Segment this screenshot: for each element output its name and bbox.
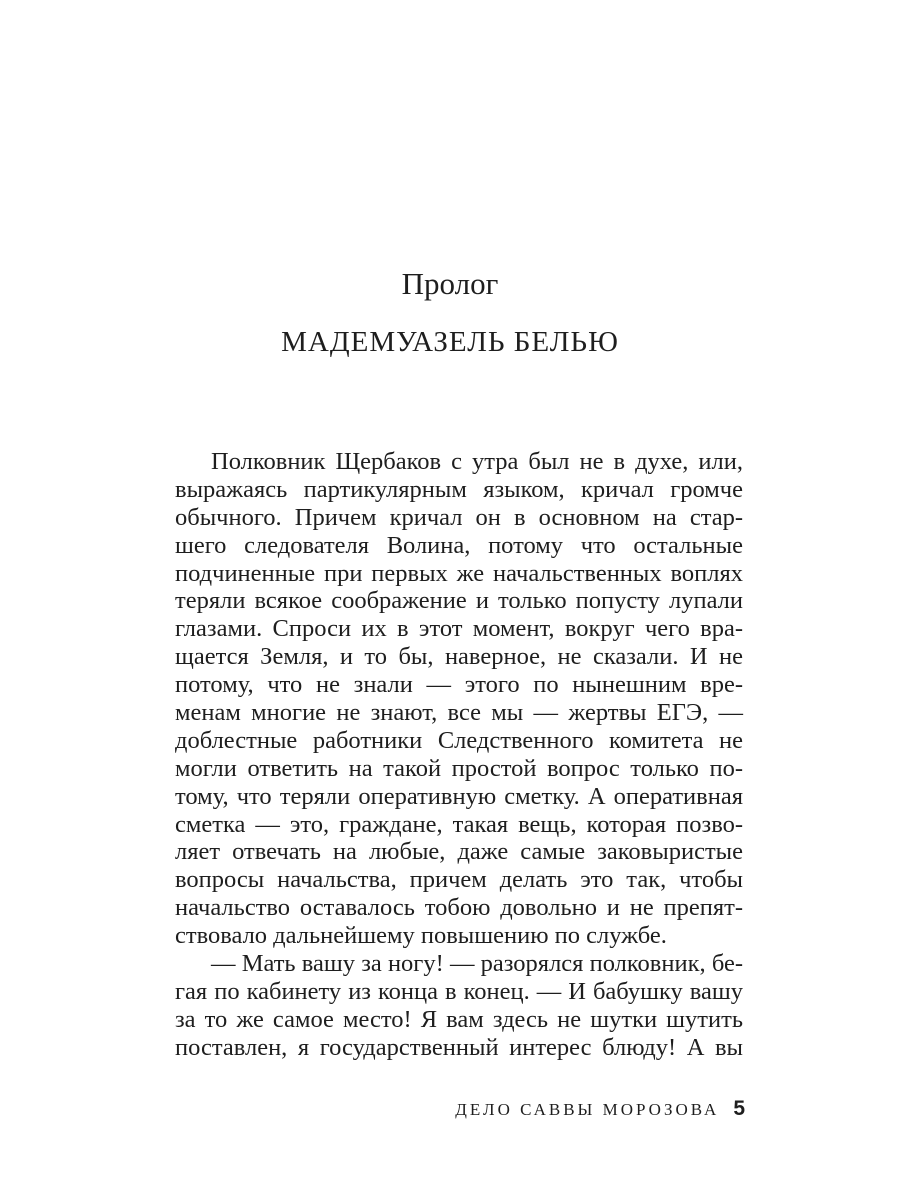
- text-line: вопросы начальства, причем делать это так, чтобы: [175, 866, 743, 894]
- text-line: начальство оставалось тобою довольно и не препят-: [175, 894, 743, 922]
- text-line: — Мать вашу за ногу! — разорялся полковник, бе-: [211, 950, 743, 978]
- text-line: поставлен, я государственный интерес блюду! А вы: [175, 1033, 743, 1061]
- text-line: щается Земля, и то бы, наверное, не сказали. И не: [175, 643, 743, 671]
- text-line: доблестные работники Следственного комитета не: [175, 726, 743, 754]
- text-line: тому, что теряли оперативную сметку. А оперативная: [175, 782, 743, 810]
- text-line: ствовало дальнейшему повышению по службе.: [175, 922, 667, 950]
- text-line: сметка — это, граждане, такая вещь, которая позво-: [175, 810, 743, 838]
- text-line: могли ответить на такой простой вопрос только по-: [175, 754, 743, 782]
- text-line: потому, что не знали — этого по нынешним вре-: [175, 671, 743, 699]
- page-number: 5: [733, 1097, 745, 1120]
- page-footer: [455, 1097, 745, 1122]
- text-line: глазами. Спроси их в этот момент, вокруг чего вра-: [175, 615, 743, 643]
- text-line: Полковник Щербаков с утра был не в духе, или,: [211, 448, 743, 475]
- body-text: [175, 448, 743, 1062]
- text-line: обычного. Причем кричал он в основном на стар-: [175, 503, 743, 531]
- text-line: ляет отвечать на любые, даже самые заковыристые: [175, 838, 743, 866]
- text-line: выражаясь партикулярным языком, кричал громче: [175, 475, 743, 503]
- text-line: менам многие не знают, все мы — жертвы ЕГЭ, —: [175, 699, 743, 727]
- running-title: ДЕЛО САВВЫ МОРОЗОВА: [455, 1100, 720, 1119]
- text-line: шего следователя Волина, потому что остальные: [175, 531, 743, 559]
- text-line: за то же самое место! Я вам здесь не шутки шутить: [175, 1005, 743, 1033]
- text-line: подчиненные при первых же начальственных воплях: [175, 559, 743, 587]
- text-line: гая по кабинету из конца в конец. — И бабушку вашу: [175, 977, 743, 1005]
- text-line: теряли всякое соображение и только попусту лупали: [175, 587, 743, 615]
- chapter-title: МАДЕМУАЗЕЛЬ БЕЛЬЮ: [281, 326, 619, 358]
- chapter-heading: Пролог: [401, 266, 499, 301]
